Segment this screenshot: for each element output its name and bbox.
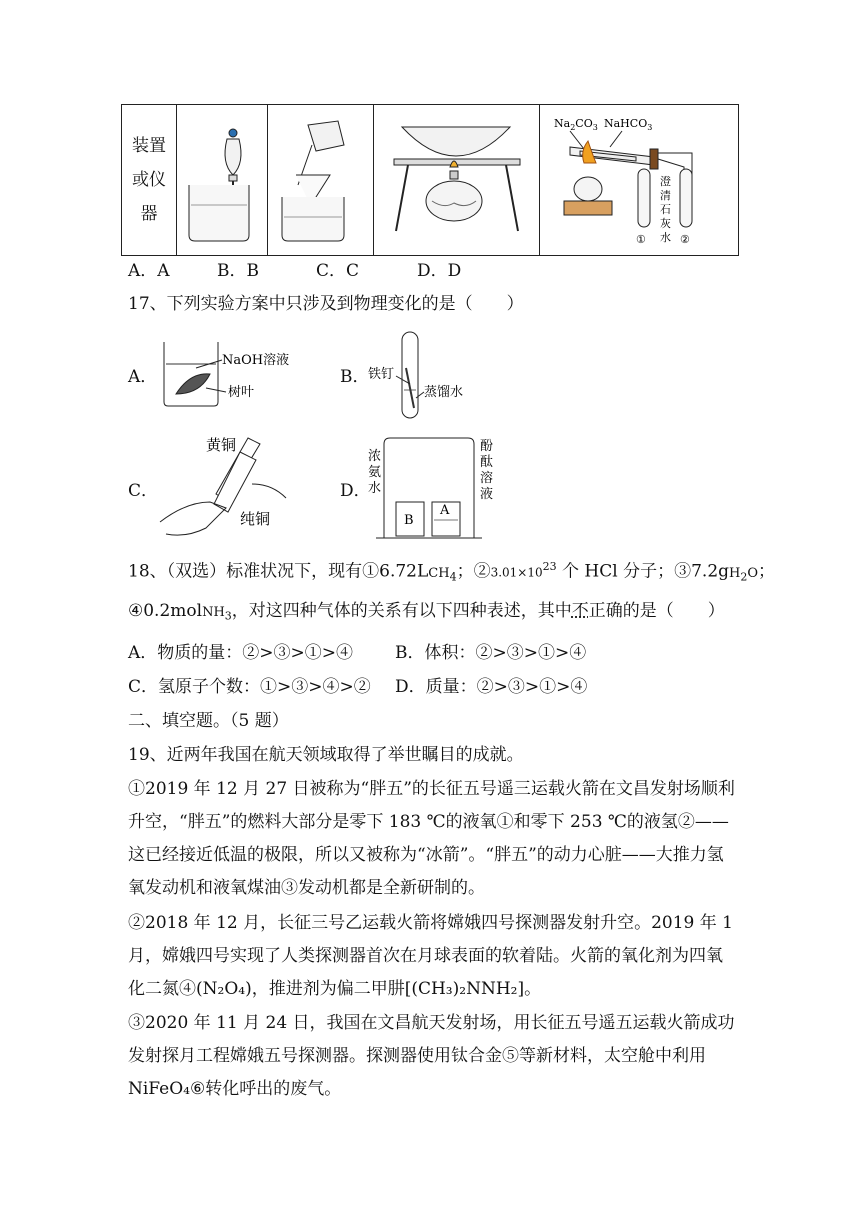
q19-paragraph-1: ①2019 年 12 月 27 日被称为“胖五”的长征五号遥三运载火箭在文昌发射场顺利升空，“胖五”的燃料大部分是零下 183 ℃的液氧①和零下 253 ℃的液氢②——这已经接近低温的极限，所以又被称为“冰箭”。“胖五”的动力心脏——大推力氢氧发动机和液氧煤油③发动机都是全新研制的。: [128, 779, 735, 898]
q17-a-label-naoh: NaOH溶液: [222, 353, 290, 368]
q18-part-b: ；②: [456, 561, 491, 582]
q18-part-c: 个 HCl 分子；③7.2g: [556, 561, 730, 582]
q19-paragraph-2: ②2018 年 12 月，长征三号乙运载火箭将嫦娥四号探测器发射升空。2019 年 1 月，嫦娥四号实现了人类探测器首次在月球表面的软着陆。火箭的氧化剂为四氧化二氮④(N₂O₄)，推进剂为偏二甲肼[(CH₃)₂NNH₂]。: [128, 913, 733, 999]
q18-line-1: [128, 556, 775, 588]
q18-part-f: ，对这四种气体的关系有以下四种表述，其中: [231, 601, 572, 621]
q17-a-letter: A．: [128, 367, 158, 387]
lime-water-char-1: 澄: [660, 175, 671, 188]
row-label-3: 器: [140, 204, 158, 224]
label-nahco3: NaHCO$_3$: [604, 117, 653, 132]
q17-b-label-nail: 铁钉: [368, 367, 395, 382]
lime-water-char-5: 水: [660, 231, 671, 244]
q18-part-d: ；: [758, 561, 776, 582]
q17-d-letter: D．: [340, 481, 371, 501]
q18-nh3-text: NH: [202, 605, 225, 620]
q16-option-a: A．A: [128, 261, 170, 281]
filtration-diagram: [268, 105, 373, 251]
q18-ch4-text: CH: [428, 565, 450, 581]
q17-d-right-3: 溶: [480, 471, 494, 486]
tube-label-2: ②: [680, 233, 690, 246]
separatory-funnel-diagram: [177, 105, 267, 251]
lime-water-char-3: 石: [660, 203, 671, 216]
q18-h2o: $H_2O$: [729, 565, 759, 584]
q17-d-left-1: 浓: [368, 449, 382, 464]
q18-part-e: ④0.2mol: [128, 601, 203, 621]
lime-water-char-4: 灰: [660, 217, 671, 230]
q17-b-diagram: [366, 328, 486, 424]
q17-c-label-brass: 黄铜: [206, 436, 237, 454]
q18-option-c: C．氢原子个数：①>③>④>②: [128, 677, 371, 697]
label-na2co3: $Na_2CO_3$: [554, 117, 598, 132]
q17-a-label-leaf: 树叶: [228, 385, 255, 400]
q18-sci: 3.01×10: [490, 565, 543, 580]
q18-nh3: $NH_3$: [202, 605, 232, 623]
q17-d-right-1: 酚: [480, 439, 494, 454]
q18-h2o-h: H: [729, 565, 741, 581]
tube-label-1: ①: [636, 233, 646, 246]
q18-h2o-o: O: [747, 565, 759, 581]
q17-d-beaker-b: B: [404, 513, 414, 528]
q17-d-right-4: 液: [480, 487, 494, 502]
q17-c-diagram: [156, 432, 296, 542]
q19-paragraph-3: ③2020 年 11 月 24 日，我国在文昌航天发射场，用长征五号遥五运载火箭成功发射探月工程嫦娥五号探测器。探测器使用钛合金⑤等新材料，太空舱中利用 NiFeO₄⑥转化呼出的废气。: [128, 1013, 735, 1099]
q17-c-letter: C．: [128, 481, 159, 501]
q17-stem: 17、下列实验方案中只涉及到物理变化的是（ ）: [128, 294, 524, 314]
q17-d-right-2: 酞: [480, 455, 494, 470]
q17-d-left-3: 水: [368, 481, 382, 496]
row-label-1: 装置: [132, 136, 166, 156]
q17-d-left-2: 氨: [368, 465, 382, 480]
device-b-cell: [268, 105, 374, 256]
q16-option-d: D．D: [417, 261, 462, 281]
q17-d-beaker-a: A: [440, 503, 450, 518]
row-label-cell: [122, 105, 177, 256]
q18-exp: 23: [542, 560, 557, 573]
q18-option-d: D．质量：②>③>①>④: [395, 677, 588, 697]
q19-stem: 19、近两年我国在航天领域取得了举世瞩目的成就。: [128, 745, 524, 765]
apparatus-table: [121, 104, 739, 256]
device-a-cell: [177, 105, 268, 256]
q16-option-c: C．C: [316, 261, 360, 281]
q16-option-b: B．B: [217, 261, 259, 281]
q17-d-diagram: [364, 430, 504, 544]
row-label-2: 或仪: [132, 170, 166, 190]
q18-option-b: B．体积：②>③>①>④: [395, 643, 587, 663]
section-heading: 二、填空题。（5 题）: [128, 711, 289, 731]
q17-b-label-water: 蒸馏水: [424, 385, 464, 400]
q18-part-a: 18、（双选）标准状况下，现有①6.72L: [128, 561, 429, 582]
q18-line-2: [128, 600, 725, 628]
heating-decomposition-diagram: [540, 105, 738, 251]
q17-c-label-copper: 纯铜: [240, 510, 271, 528]
device-d-cell: [540, 105, 739, 256]
q17-b-letter: B．: [340, 367, 370, 387]
q18-option-a: A．物质的量：②>③>①>④: [128, 643, 354, 663]
q18-ch4: $CH_4$: [428, 565, 457, 584]
q18-part-g: 正确的是（ ）: [588, 601, 725, 621]
evaporation-diagram: [374, 105, 539, 251]
lime-water-char-2: 清: [660, 189, 671, 202]
q17-a-diagram: [156, 332, 296, 412]
q18-emphasis-not: 不: [571, 601, 589, 621]
device-c-cell: [374, 105, 540, 256]
